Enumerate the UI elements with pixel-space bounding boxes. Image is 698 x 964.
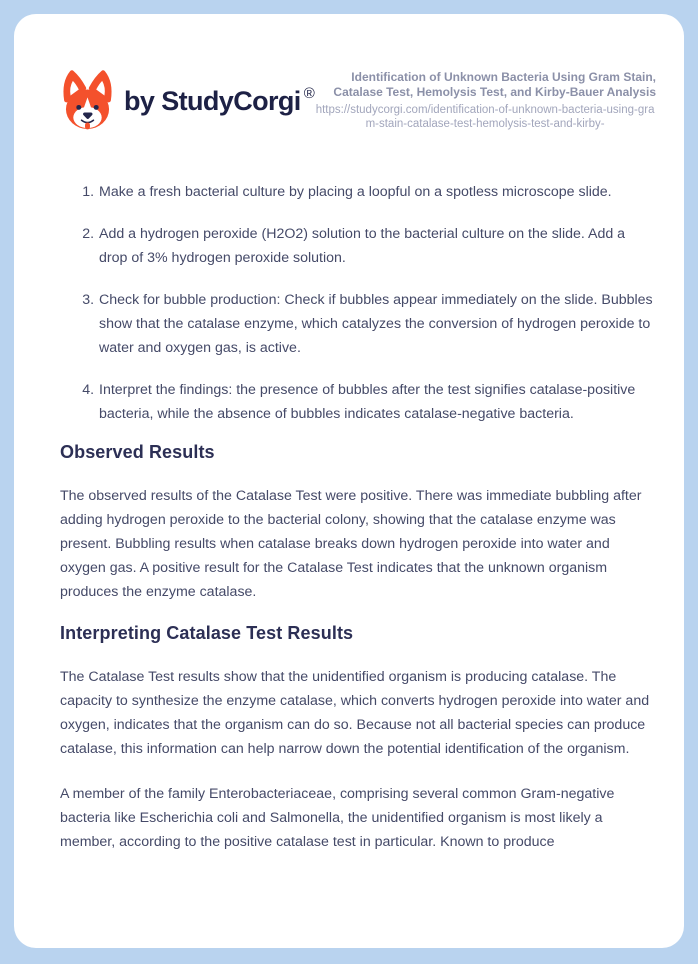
document-body xyxy=(60,180,656,854)
document-header xyxy=(60,68,656,134)
section-heading-observed-results: Observed Results xyxy=(60,442,215,462)
list-item: 1. Make a fresh bacterial culture by placing a loopful on a spotless microscope slide. xyxy=(98,180,656,204)
corgi-logo-icon xyxy=(60,68,115,134)
document-url-link[interactable]: https://studycorgi.com/identification-of-unknown-bacteria-using-gram-stain-catalase-test-hemolysis-test-and-kirby- xyxy=(315,104,655,130)
paragraph: The Catalase Test results show that the unidentified organism is producing catalase. The capacity to synthesize the enzyme catalase, which converts hydrogen peroxide into water and oxygen, indicates that the organism can do so. Because not all bacterial species can produce catalase, this information can help narrow down the potential identification of the organism. xyxy=(60,669,650,757)
paragraph: A member of the family Enterobacteriaceae, comprising several common Gram-negative bacteria like Escherichia coli and Salmonella, the unidentified organism is most likely a member, according to the positive catalase test in particular. Known to produce xyxy=(60,786,615,850)
procedure-steps-list xyxy=(60,180,656,426)
brand-logo[interactable] xyxy=(60,68,314,134)
list-item: 4. Interpret the findings: the presence of bubbles after the test signifies catalase-positive bacteria, while the absence of bubbles indicates catalase-negative bacteria. xyxy=(98,378,656,426)
document-card xyxy=(14,14,684,948)
section-heading-interpreting-results: Interpreting Catalase Test Results xyxy=(60,623,354,643)
document-meta xyxy=(314,70,656,131)
registered-trademark-symbol: ® xyxy=(303,85,315,102)
paragraph: The observed results of the Catalase Test were positive. There was immediate bubbling after adding hydrogen peroxide to the bacterial colony, showing that the catalase enzyme was present. Bubbling results when catalase breaks down hydrogen peroxide into water and oxygen gas. A positive result for the Catalase Test indicates that the unknown organism produces the enzyme catalase. xyxy=(60,488,642,600)
document-title: Identification of Unknown Bacteria Using Gram Stain, Catalase Test, Hemolysis Test, and Kirby-Bauer Analysis xyxy=(333,70,656,99)
list-item: 2. Add a hydrogen peroxide (H2O2) solution to the bacterial culture on the slide. Add a drop of 3% hydrogen peroxide solution. xyxy=(98,222,656,270)
brand-text: by StudyCorgi xyxy=(124,86,301,116)
list-item: 3. Check for bubble production: Check if bubbles appear immediately on the slide. Bubbles show that the catalase enzyme, which catalyzes the conversion of hydrogen peroxide to water and oxygen gas, is active. xyxy=(98,288,656,360)
brand-wordmark xyxy=(124,85,314,117)
